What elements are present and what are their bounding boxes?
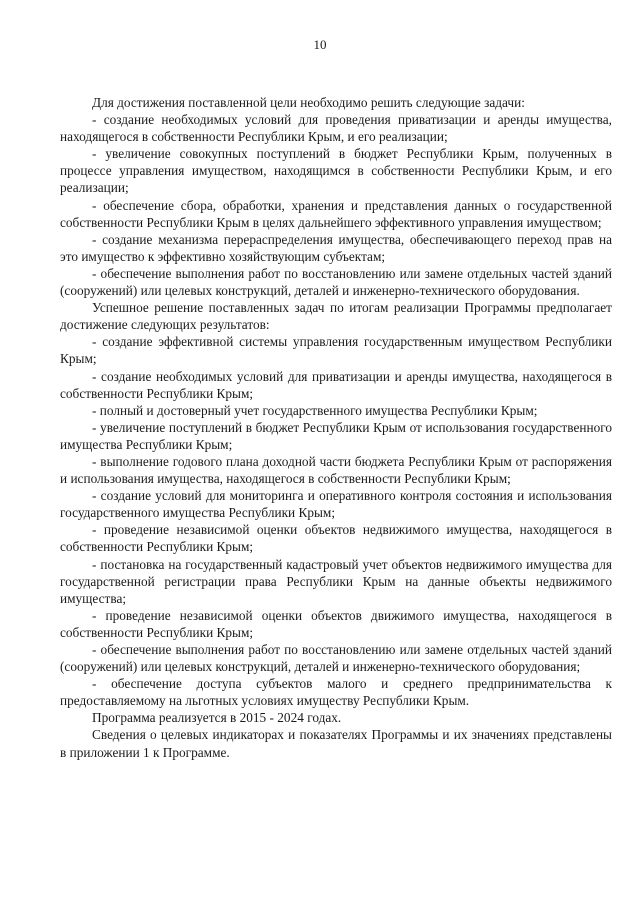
result-item: - проведение независимой оценки объектов движимого имущества, находящегося в собственности Республики Крым; <box>60 607 612 640</box>
result-item: - выполнение годового плана доходной части бюджета Республики Крым от распоряжения и использования имущества, находящегося в собственности Республики Крым; <box>60 453 612 487</box>
result-item: - обеспечение выполнения работ по восстановлению или замене отдельных частей зданий (сооружений) или целевых конструкций, деталей и инженерно-технического оборудования; <box>60 642 612 675</box>
result-item: - создание эффективной системы управления государственным имуществом Республики Крым; <box>60 334 612 367</box>
task-item: - создание механизма перераспределения имущества, обеспечивающего переход прав на это имущество к эффективно хозяйствующим субъектам; <box>60 231 612 264</box>
paragraph-indicators-reference: Сведения о целевых индикаторах и показателях Программы и их значениях представлены в приложении 1 к Программе. <box>60 727 612 760</box>
body-text <box>60 94 612 761</box>
task-item: - обеспечение выполнения работ по восстановлению или замене отдельных частей зданий (сооружений) или целевых конструкций, деталей и инженерно-технического оборудования. <box>60 265 612 299</box>
result-item: - увеличение поступлений в бюджет Республики Крым от использования государственного имущества Республики Крым; <box>60 419 612 452</box>
result-item: - проведение независимой оценки объектов недвижимого имущества, находящегося в собственности Республики Крым; <box>60 522 612 555</box>
page-number: 10 <box>313 37 327 52</box>
task-item: - обеспечение сбора, обработки, хранения и представления данных о государственной собственности Республики Крым в целях дальнейшего эффективного управления имуществом; <box>60 197 612 230</box>
task-item: - увеличение совокупных поступлений в бюджет Республики Крым, полученных в процессе управления имуществом, находящимся в собственности Республики Крым, и его реализации; <box>60 146 612 196</box>
paragraph-results-intro: Успешное решение поставленных задач по итогам реализации Программы предполагает достижение следующих результатов: <box>60 300 612 333</box>
result-item: - обеспечение доступа субъектов малого и среднего предпринимательства к предоставляемому на льготных условиях имуществу Республики Крым. <box>60 676 612 709</box>
result-item: - создание условий для мониторинга и оперативного контроля состояния и использования государственного имущества Республики Крым; <box>60 488 612 521</box>
result-item: - создание необходимых условий для приватизации и аренды имущества, находящегося в собственности Республики Крым; <box>60 368 612 401</box>
result-item: - полный и достоверный учет государственного имущества Республики Крым; <box>92 402 538 418</box>
result-item: - постановка на государственный кадастровый учет объектов недвижимого имущества для государственной регистрации права Республики Крым на данные объекты недвижимого имущества; <box>60 556 612 606</box>
paragraph-goal-intro: Для достижения поставленной цели необходимо решить следующие задачи: <box>92 95 525 110</box>
paragraph-program-period: Программа реализуется в 2015 - 2024 годах. <box>92 710 342 726</box>
task-item: - создание необходимых условий для проведения приватизации и аренды имущества, находящегося в собственности Республики Крым, и его реализации; <box>60 112 612 145</box>
